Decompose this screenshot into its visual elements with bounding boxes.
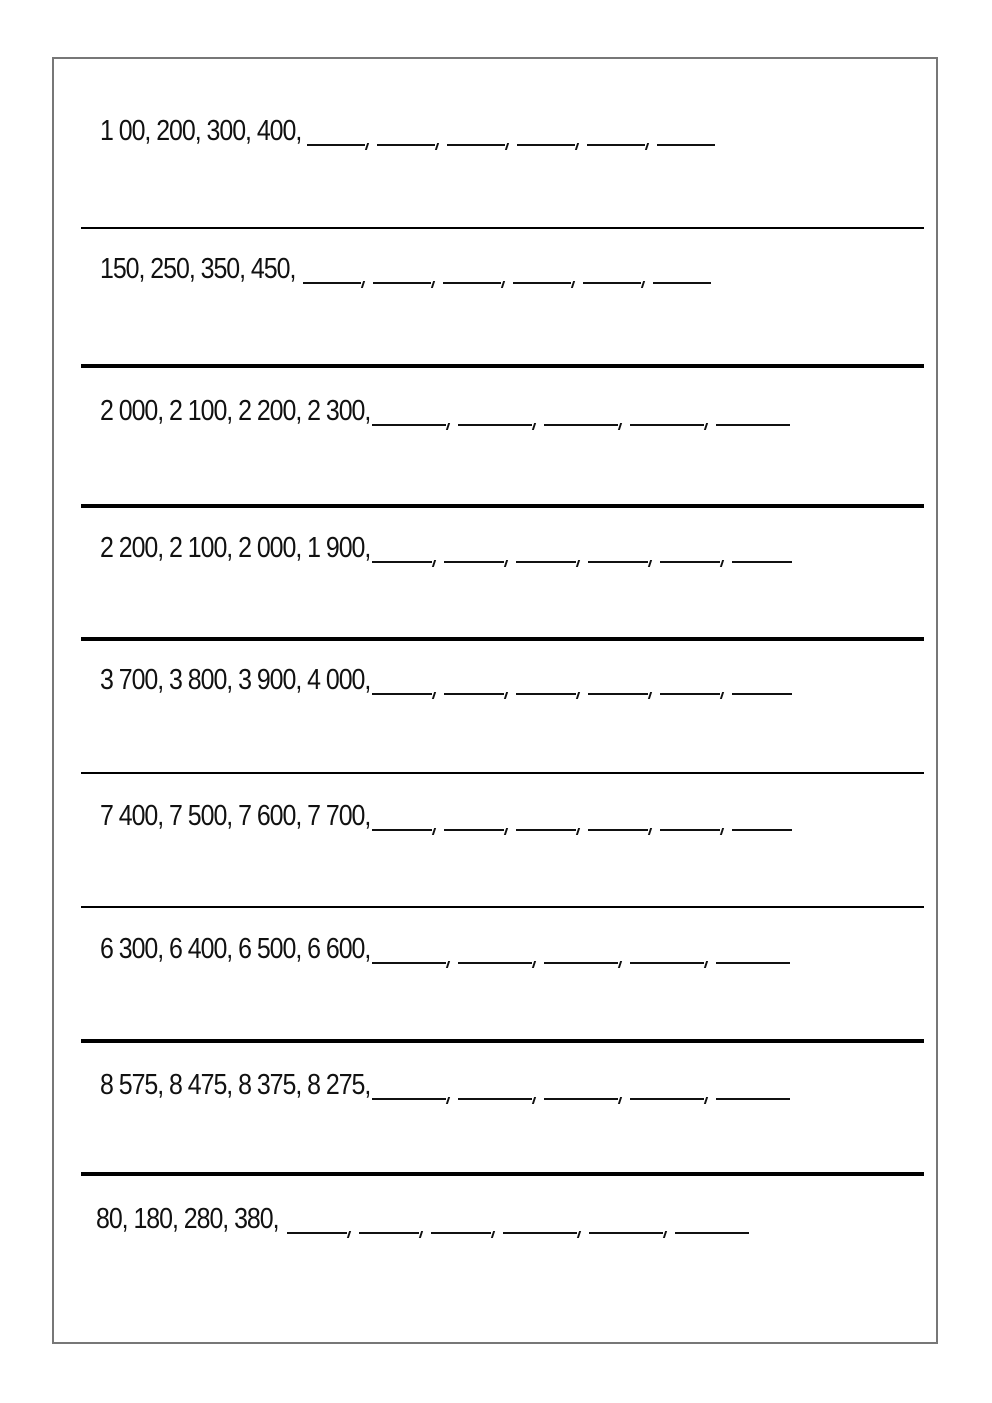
- answer-blank[interactable]: [444, 828, 504, 831]
- answer-blanks: [372, 423, 802, 426]
- answer-blank[interactable]: [732, 828, 792, 831]
- answer-blank[interactable]: [516, 692, 576, 695]
- separator-line: [81, 906, 924, 908]
- answer-blanks: [287, 1231, 761, 1234]
- answer-blank[interactable]: [630, 961, 704, 964]
- answer-blank[interactable]: [716, 1097, 790, 1100]
- separator-line: [81, 227, 924, 229]
- answer-blank[interactable]: [732, 560, 792, 563]
- given-numbers: 2 000, 2 100, 2 200, 2 300,: [100, 395, 371, 427]
- answer-blank[interactable]: [513, 281, 571, 284]
- answer-blank[interactable]: [516, 560, 576, 563]
- answer-blank[interactable]: [657, 143, 715, 146]
- separator-line: [81, 364, 924, 368]
- answer-blank[interactable]: [372, 692, 432, 695]
- answer-blanks: [372, 560, 804, 563]
- answer-blank[interactable]: [716, 961, 790, 964]
- answer-blank[interactable]: [583, 281, 641, 284]
- answer-blank[interactable]: [443, 281, 501, 284]
- answer-blank[interactable]: [732, 692, 792, 695]
- sequence-row-7: [100, 935, 802, 964]
- sequence-row-4: [100, 534, 804, 563]
- answer-blank[interactable]: [372, 828, 432, 831]
- answer-blank[interactable]: [377, 143, 435, 146]
- sequence-row-9: [96, 1205, 761, 1234]
- answer-blank[interactable]: [373, 281, 431, 284]
- answer-blank[interactable]: [503, 1231, 577, 1234]
- sequence-row-6: [100, 802, 804, 831]
- answer-blank[interactable]: [444, 560, 504, 563]
- given-numbers: 6 300, 6 400, 6 500, 6 600,: [100, 933, 371, 965]
- given-numbers: 1 00, 200, 300, 400,: [100, 115, 302, 147]
- worksheet-page: [52, 57, 938, 1344]
- answer-blank[interactable]: [630, 1097, 704, 1100]
- separator-line: [81, 1039, 924, 1043]
- separator-line: [81, 504, 924, 508]
- answer-blank[interactable]: [544, 961, 618, 964]
- answer-blank[interactable]: [372, 423, 446, 426]
- answer-blank[interactable]: [588, 692, 648, 695]
- answer-blank[interactable]: [544, 423, 618, 426]
- answer-blank[interactable]: [458, 423, 532, 426]
- answer-blank[interactable]: [589, 1231, 663, 1234]
- given-numbers: 150, 250, 350, 450,: [100, 253, 296, 285]
- given-numbers: 80, 180, 280, 380,: [96, 1203, 279, 1235]
- answer-blank[interactable]: [372, 1097, 446, 1100]
- answer-blank[interactable]: [516, 828, 576, 831]
- answer-blank[interactable]: [588, 828, 648, 831]
- answer-blank[interactable]: [359, 1231, 419, 1234]
- answer-blanks: [303, 281, 723, 284]
- answer-blank[interactable]: [447, 143, 505, 146]
- separator-line: [81, 772, 924, 774]
- answer-blank[interactable]: [587, 143, 645, 146]
- answer-blank[interactable]: [588, 560, 648, 563]
- answer-blank[interactable]: [660, 692, 720, 695]
- answer-blank[interactable]: [303, 281, 361, 284]
- answer-blank[interactable]: [372, 560, 432, 563]
- answer-blanks: [372, 1097, 802, 1100]
- sequence-row-8: [100, 1071, 802, 1100]
- separator-line: [81, 1172, 924, 1176]
- sequence-row-1: [100, 117, 727, 146]
- answer-blank[interactable]: [458, 961, 532, 964]
- given-numbers: 2 200, 2 100, 2 000, 1 900,: [100, 532, 371, 564]
- answer-blanks: [372, 961, 802, 964]
- answer-blank[interactable]: [307, 143, 365, 146]
- answer-blank[interactable]: [544, 1097, 618, 1100]
- answer-blanks: [372, 828, 804, 831]
- answer-blank[interactable]: [458, 1097, 532, 1100]
- answer-blank[interactable]: [630, 423, 704, 426]
- given-numbers: 8 575, 8 475, 8 375, 8 275,: [100, 1069, 371, 1101]
- answer-blank[interactable]: [653, 281, 711, 284]
- answer-blank[interactable]: [660, 828, 720, 831]
- sequence-row-5: [100, 666, 804, 695]
- given-numbers: 3 700, 3 800, 3 900, 4 000,: [100, 664, 371, 696]
- sequence-row-2: [100, 255, 723, 284]
- separator-line: [81, 637, 924, 641]
- answer-blanks: [372, 692, 804, 695]
- answer-blank[interactable]: [287, 1231, 347, 1234]
- answer-blank[interactable]: [444, 692, 504, 695]
- sequence-row-3: [100, 397, 802, 426]
- answer-blank[interactable]: [675, 1231, 749, 1234]
- answer-blank[interactable]: [517, 143, 575, 146]
- answer-blank[interactable]: [660, 560, 720, 563]
- answer-blank[interactable]: [716, 423, 790, 426]
- answer-blanks: [307, 143, 727, 146]
- answer-blank[interactable]: [431, 1231, 491, 1234]
- answer-blank[interactable]: [372, 961, 446, 964]
- given-numbers: 7 400, 7 500, 7 600, 7 700,: [100, 800, 371, 832]
